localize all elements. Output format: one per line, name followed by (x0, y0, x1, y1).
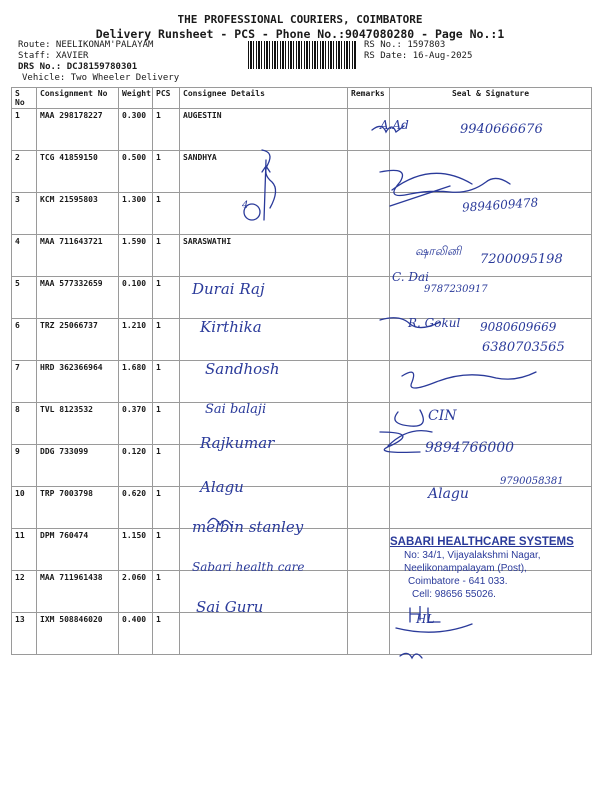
consignee: SANDHYA (180, 151, 348, 193)
row10-signature: Alagu (428, 486, 469, 502)
consignment-no: TCG 41859150 (37, 151, 119, 193)
staff-label: Staff: XAVIER (18, 51, 89, 61)
weight: 0.100 (119, 277, 153, 319)
consignment-no: TVL 8123532 (37, 403, 119, 445)
vehicle-label: Vehicle: Two Wheeler Delivery (22, 73, 180, 83)
weight: 1.590 (119, 235, 153, 277)
sno: 13 (12, 613, 37, 655)
weight: 1.680 (119, 361, 153, 403)
col-consignment: Consignment No (37, 88, 119, 109)
weight: 0.500 (119, 151, 153, 193)
weight: 2.060 (119, 571, 153, 613)
weight: 0.300 (119, 109, 153, 151)
row8-signature: CIN (428, 408, 457, 424)
row5-name: Durai Raj (192, 280, 265, 298)
row6-signature: R. Gokul (408, 316, 461, 330)
row11-name: melbin stanley (192, 518, 304, 536)
sno: 7 (12, 361, 37, 403)
pcs: 1 (153, 403, 180, 445)
row5-phone: 9787230917 (424, 284, 488, 295)
sno: 1 (12, 109, 37, 151)
col-pcs: PCS (153, 88, 180, 109)
pcs: 1 (153, 571, 180, 613)
sno: 4 (12, 235, 37, 277)
consignment-no: KCM 21595803 (37, 193, 119, 235)
rs-number: RS No.: 1597803 (364, 40, 446, 50)
col-weight: Weight (119, 88, 153, 109)
pcs: 1 (153, 487, 180, 529)
col-sno: S No (12, 88, 37, 109)
row1-initials: A.Ad (380, 118, 409, 132)
col-consignee: Consignee Details (180, 88, 348, 109)
route-label: Route: NEELIKONAM'PALAYAM (18, 40, 154, 50)
stamp-phone: Cell: 98656 55026. (412, 589, 496, 600)
weight: 0.400 (119, 613, 153, 655)
pcs: 1 (153, 151, 180, 193)
row4-name: ஷாலினி (415, 244, 462, 258)
sno: 9 (12, 445, 37, 487)
stamp-address-line-2: Neelikonampalayam (Post), (404, 563, 527, 574)
row10-phone: 9790058381 (500, 476, 564, 487)
pcs: 1 (153, 277, 180, 319)
stamp-address-line-3: Coimbatore - 641 033. (408, 576, 508, 587)
row1-phone: 9940666676 (460, 122, 543, 137)
pcs: 1 (153, 361, 180, 403)
rs-date: RS Date: 16-Aug-2025 (364, 51, 473, 61)
weight: 0.120 (119, 445, 153, 487)
sno: 8 (12, 403, 37, 445)
row7-phone: 6380703565 (482, 340, 565, 355)
stamp-company-name: SABARI HEALTHCARE SYSTEMS (390, 536, 574, 548)
row12-name: Sabari health care (192, 560, 305, 574)
pcs: 1 (153, 613, 180, 655)
company-title: THE PROFESSIONAL COURIERS, COIMBATORE (177, 13, 423, 26)
sno: 2 (12, 151, 37, 193)
row8-name: Sai balaji (205, 402, 267, 417)
weight: 1.150 (119, 529, 153, 571)
consignment-no: TRZ 25066737 (37, 319, 119, 361)
row5-signature: C. Dai (392, 270, 429, 284)
consignment-no: MAA 711961438 (37, 571, 119, 613)
pcs: 1 (153, 445, 180, 487)
weight: 0.370 (119, 403, 153, 445)
row6-phone: 9080609669 (480, 320, 557, 334)
pcs: 1 (153, 193, 180, 235)
row9-phone: 9894766000 (425, 440, 515, 456)
pcs: 1 (153, 109, 180, 151)
sno: 5 (12, 277, 37, 319)
consignee: AUGESTIN (180, 109, 348, 151)
row7-name: Sandhosh (205, 360, 280, 378)
row10-name: Alagu (200, 478, 244, 496)
consignment-no: MAA 298178227 (37, 109, 119, 151)
pcs: 1 (153, 235, 180, 277)
consignment-no: IXM 508846020 (37, 613, 119, 655)
runsheet-subtitle: Delivery Runsheet - PCS - Phone No.:9047080280 - Page No.:1 (95, 27, 505, 41)
consignment-no: DPM 760474 (37, 529, 119, 571)
sno: 12 (12, 571, 37, 613)
consignment-no: MAA 577332659 (37, 277, 119, 319)
pcs: 1 (153, 529, 180, 571)
col-seal-signature: Seal & Signature (390, 88, 592, 109)
weight: 1.210 (119, 319, 153, 361)
weight: 0.620 (119, 487, 153, 529)
row13-name: Sai Guru (196, 598, 264, 616)
sno: 11 (12, 529, 37, 571)
stamp-address-line-1: No: 34/1, Vijayalakshmi Nagar, (404, 550, 541, 561)
row9-name: Rajkumar (200, 434, 275, 452)
drs-number: DRS No.: DCJ8159780301 (18, 62, 138, 72)
row2-mark: 4 (242, 200, 249, 211)
pcs: 1 (153, 319, 180, 361)
consignment-no: MAA 711643721 (37, 235, 119, 277)
consignment-no: DDG 733099 (37, 445, 119, 487)
row4-phone: 7200095198 (480, 252, 563, 267)
company-stamp (390, 536, 574, 601)
row3-phone: 9894609478 (461, 195, 539, 215)
consignment-no: HRD 362366964 (37, 361, 119, 403)
sno: 6 (12, 319, 37, 361)
consignment-no: TRP 7003798 (37, 487, 119, 529)
row13-signature: HL (416, 612, 435, 626)
sno: 10 (12, 487, 37, 529)
consignee: SARASWATHI (180, 235, 348, 277)
row6-name: Kirthika (200, 318, 262, 336)
col-remarks: Remarks (348, 88, 390, 109)
weight: 1.300 (119, 193, 153, 235)
sno: 3 (12, 193, 37, 235)
